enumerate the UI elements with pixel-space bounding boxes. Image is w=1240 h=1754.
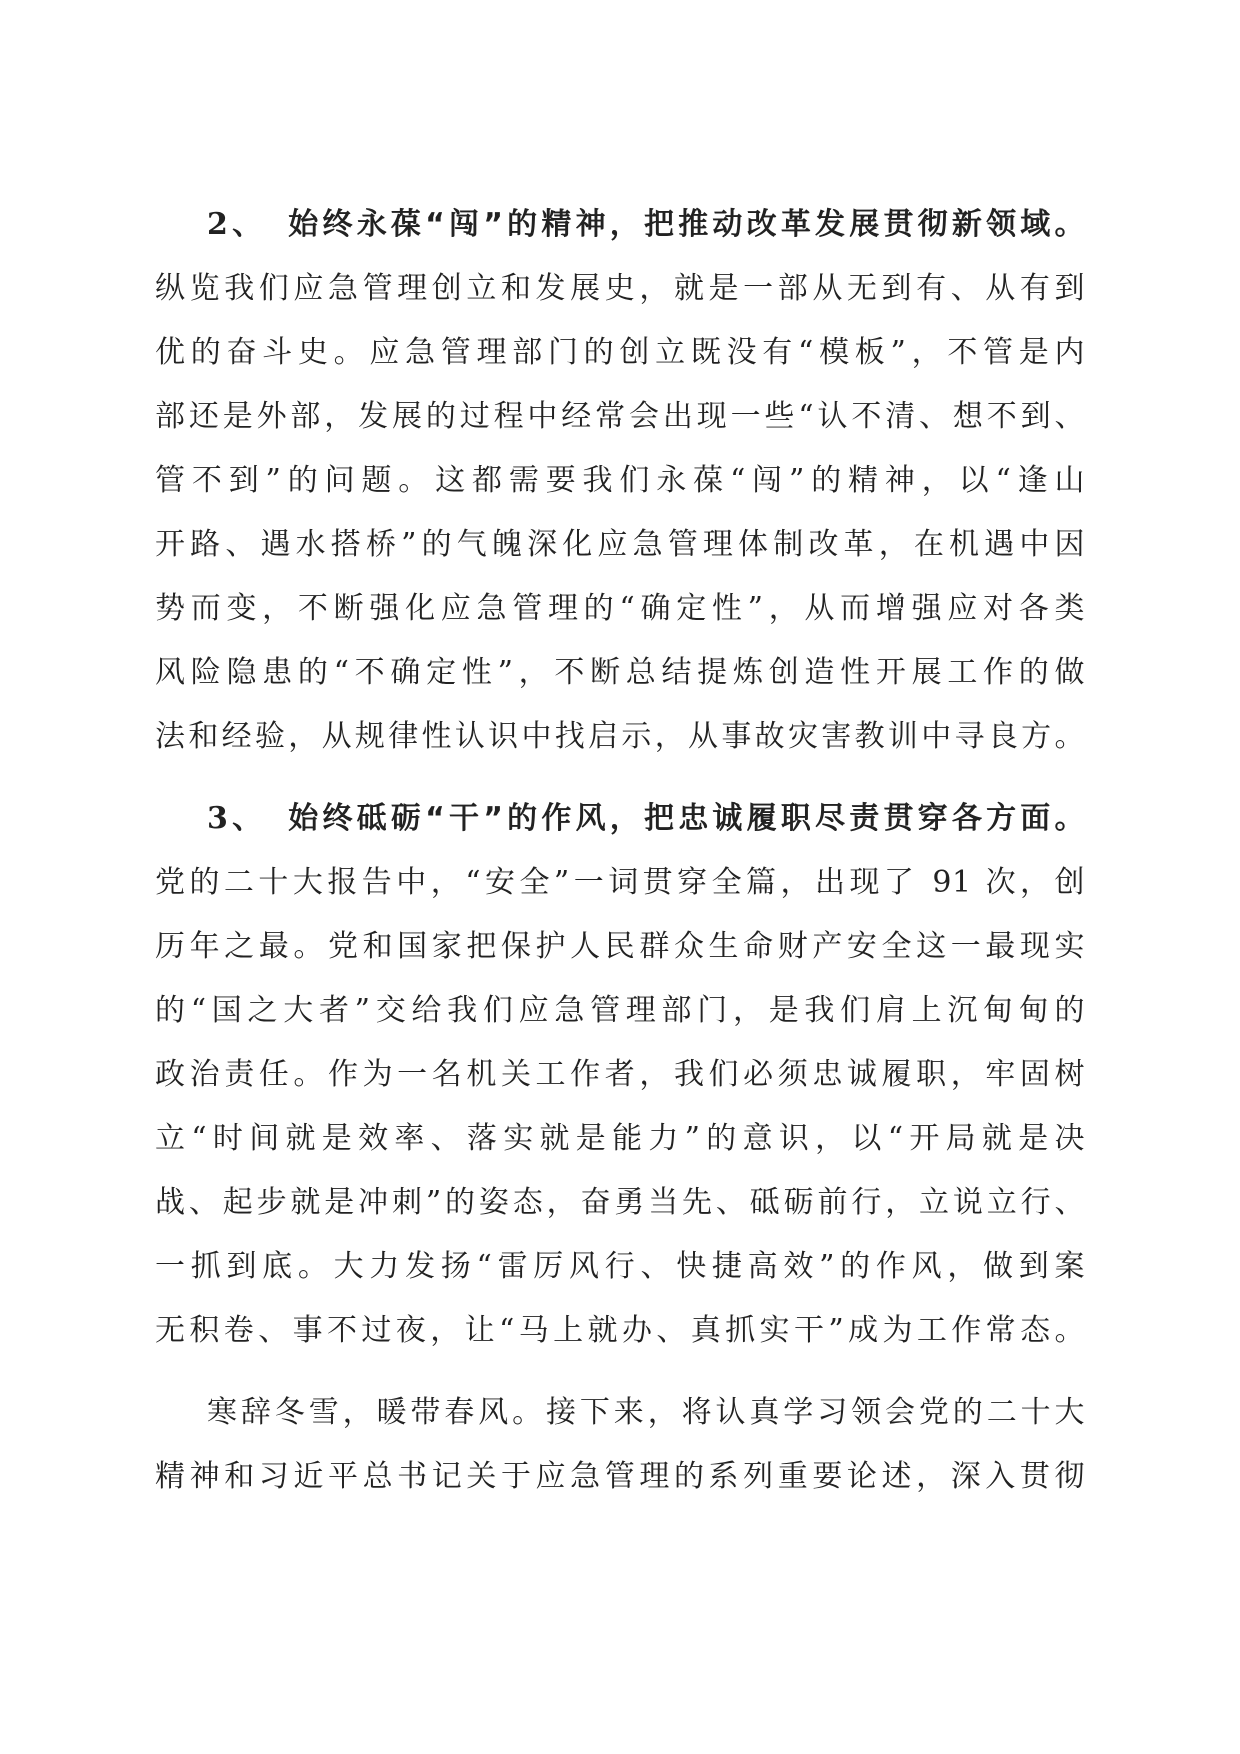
section-3-line: 历年之最。党和国家把保护人民群众生命财产安全这一最现实: [155, 929, 1085, 964]
section-3-line: 战、起步就是冲刺”的姿态，奋勇当先、砥砺前行，立说立行、: [155, 1185, 1085, 1220]
section-2-line: 管不到”的问题。这都需要我们永葆“闯”的精神，以“逢山: [155, 463, 1085, 498]
section-2-line: 优的奋斗史。应急管理部门的创立既没有“模板”，不管是内: [155, 335, 1085, 370]
section-2-line: 纵览我们应急管理创立和发展史，就是一部从无到有、从有到: [155, 271, 1085, 306]
section-3-line: 的“国之大者”交给我们应急管理部门，是我们肩上沉甸甸的: [155, 993, 1085, 1028]
closing-line: 精神和习近平总书记关于应急管理的系列重要论述，深入贯彻: [155, 1459, 1085, 1494]
section-3-line: 无积卷、事不过夜，让“马上就办、真抓实干”成为工作常态。: [155, 1313, 1085, 1348]
closing-paragraph: [155, 1381, 1085, 1509]
section-3-line: 政治责任。作为一名机关工作者，我们必须忠诚履职，牢固树: [155, 1057, 1085, 1092]
section-3-number: 3、: [207, 801, 267, 836]
section-3-line: 一抓到底。大力发扬“雷厉风行、快捷高效”的作风，做到案: [155, 1249, 1085, 1284]
section-2-line: 势而变，不断强化应急管理的“确定性”，从而增强应对各类: [155, 591, 1085, 626]
section-3-paragraph: [155, 787, 1085, 1363]
section-2-heading-line: [155, 193, 1085, 257]
section-3-heading-line: [155, 787, 1085, 851]
section-2-line: 风险隐患的“不确定性”，不断总结提炼创造性开展工作的做: [155, 655, 1085, 690]
section-3-line: 立“时间就是效率、落实就是能力”的意识，以“开局就是决: [155, 1121, 1085, 1156]
section-3-line: 党的二十大报告中，“安全”一词贯穿全篇，出现了 91 次，创: [155, 865, 1085, 900]
section-2-paragraph: [155, 193, 1085, 769]
section-2-line: 部还是外部，发展的过程中经常会出现一些“认不清、想不到、: [155, 399, 1085, 434]
closing-first-line: 寒辞冬雪，暖带春风。接下来，将认真学习领会党的二十大: [207, 1395, 1085, 1430]
section-2-heading: 始终永葆“闯”的精神，把推动改革发展贯彻新领域。: [288, 207, 1086, 242]
section-2-number: 2、: [207, 207, 267, 242]
section-2-line: 开路、遇水搭桥”的气魄深化应急管理体制改革，在机遇中因: [155, 527, 1085, 562]
section-2-line: 法和经验，从规律性认识中找启示，从事故灾害教训中寻良方。: [155, 719, 1085, 754]
document-body: [155, 193, 1085, 1509]
section-3-heading: 始终砥砺“干”的作风，把忠诚履职尽责贯穿各方面。: [288, 801, 1086, 836]
